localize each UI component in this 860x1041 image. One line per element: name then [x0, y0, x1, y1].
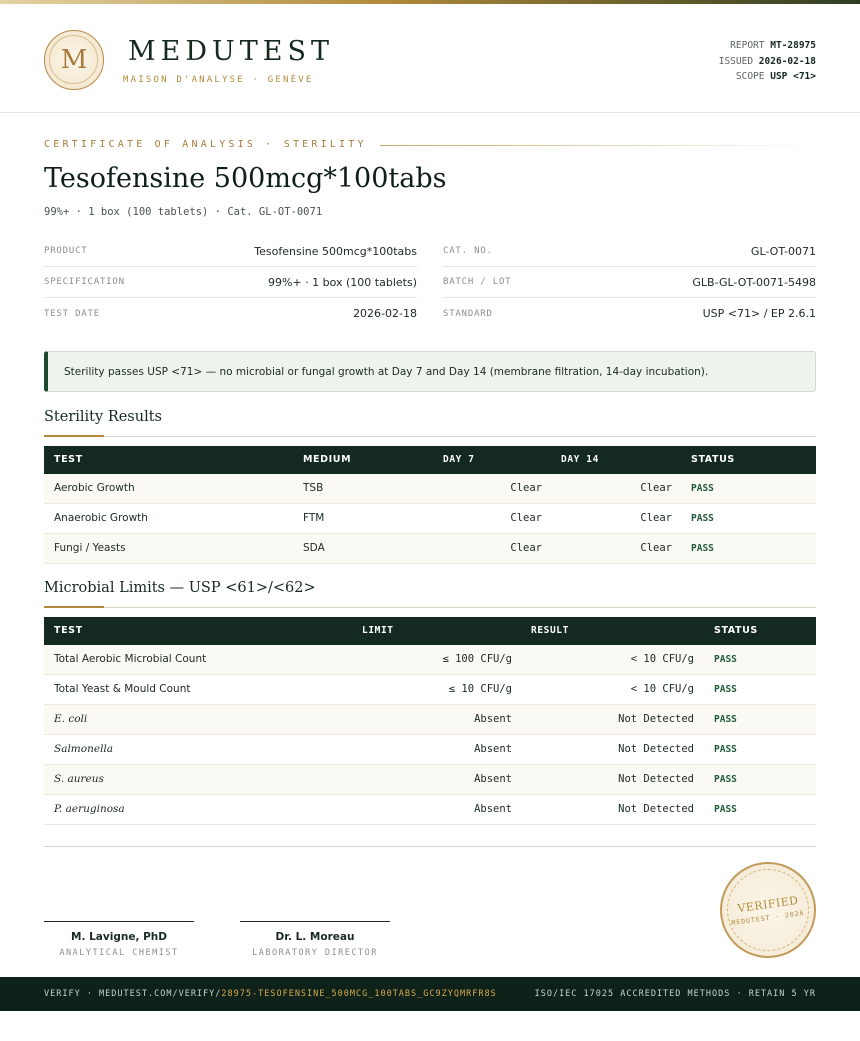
status-badge: PASS	[714, 744, 737, 755]
limit: Absent	[474, 803, 512, 815]
table-row	[44, 504, 816, 534]
table-body	[44, 645, 816, 825]
test-name: Total Yeast & Mould Count	[54, 683, 191, 695]
test-name: Fungi / Yeasts	[54, 542, 126, 554]
microbial-table	[44, 617, 816, 825]
microbial-section-title: Microbial Limits — USP <61>/<62>	[44, 580, 316, 596]
document-kicker: CERTIFICATE OF ANALYSIS · STERILITY	[44, 139, 367, 150]
verified-seal	[720, 862, 816, 958]
result: Not Detected	[618, 803, 694, 815]
column-header: RESULT	[531, 625, 569, 636]
info-value: Tesofensine 500mcg*100tabs	[254, 244, 417, 258]
table-row	[44, 645, 816, 675]
signature-analyst	[44, 921, 194, 958]
info-row-specification	[44, 267, 417, 298]
info-label: CAT. NO.	[443, 246, 493, 256]
signatory-name: Dr. L. Moreau	[275, 931, 355, 943]
status-badge: PASS	[691, 513, 714, 524]
report-number: MT-28975	[770, 40, 816, 51]
status-badge: PASS	[714, 774, 737, 785]
result: < 10 CFU/g	[630, 683, 694, 695]
info-left-column	[44, 236, 417, 329]
result: Not Detected	[618, 773, 694, 785]
column-header: TEST	[54, 625, 83, 636]
verify-prefix: VERIFY · MEDUTEST.COM/VERIFY/	[44, 989, 222, 999]
table-row	[44, 474, 816, 504]
result: Not Detected	[618, 713, 694, 725]
result: Not Detected	[618, 743, 694, 755]
info-label: SPECIFICATION	[44, 277, 125, 287]
column-header: LIMIT	[362, 625, 394, 636]
logo-letter: M	[60, 45, 88, 75]
logo	[44, 30, 104, 90]
brand-subtitle: MAISON D'ANALYSE · GENÈVE	[123, 75, 314, 85]
signature-director	[240, 921, 390, 958]
day14-result: Clear	[640, 542, 672, 554]
day7-result: Clear	[510, 512, 542, 524]
brand-name: MEDUTEST	[128, 36, 334, 67]
limit: Absent	[474, 743, 512, 755]
limit: ≤ 100 CFU/g	[442, 653, 512, 665]
table-row	[44, 735, 816, 765]
info-row-standard	[443, 298, 816, 329]
table-row	[44, 675, 816, 705]
sterility-table	[44, 446, 816, 564]
signatory-role: ANALYTICAL CHEMIST	[59, 948, 179, 958]
table-header	[44, 617, 816, 645]
info-value: GLB-GL-OT-0071-5498	[692, 275, 816, 289]
seal-subtext: MEDUTEST · 2026	[730, 908, 806, 928]
info-value: 99%+ · 1 box (100 tablets)	[267, 275, 417, 289]
test-name: Aerobic Growth	[54, 482, 135, 494]
limit: Absent	[474, 713, 512, 725]
medium: FTM	[303, 512, 325, 524]
test-name: S. aureus	[54, 773, 104, 785]
info-label: STANDARD	[443, 308, 493, 319]
medium: TSB	[303, 482, 324, 494]
table-row	[44, 765, 816, 795]
info-label: PRODUCT	[44, 246, 88, 256]
status-badge: PASS	[714, 654, 737, 665]
info-value: USP <71> / EP 2.6.1	[702, 307, 816, 320]
scope-label: SCOPE	[735, 71, 765, 82]
info-value: GL-OT-0071	[750, 244, 816, 258]
column-header: DAY 14	[561, 454, 599, 465]
info-label: TEST DATE	[44, 308, 100, 319]
column-header: MEDIUM	[303, 454, 352, 465]
day14-result: Clear	[640, 482, 672, 494]
status-badge: PASS	[691, 483, 714, 494]
test-name: E. coli	[54, 713, 88, 725]
limit: ≤ 10 CFU/g	[448, 683, 512, 695]
signatory-role: LABORATORY DIRECTOR	[252, 948, 378, 958]
scope-value: USP <71>	[770, 71, 816, 82]
test-name: Total Aerobic Microbial Count	[54, 653, 207, 665]
issued-label: ISSUED	[718, 55, 754, 67]
kicker-divider	[380, 145, 816, 146]
footer-divider	[44, 846, 816, 847]
day14-result: Clear	[640, 512, 672, 524]
test-name: Anaerobic Growth	[54, 512, 148, 524]
info-row-product	[44, 236, 417, 267]
day7-result: Clear	[510, 482, 542, 494]
status-badge: PASS	[714, 804, 737, 815]
status-badge: PASS	[714, 684, 737, 695]
status-badge: PASS	[714, 714, 737, 725]
info-row-batch	[443, 267, 816, 298]
seal-text: VERIFIED	[736, 893, 800, 916]
section-accent	[44, 606, 104, 608]
column-header: TEST	[54, 454, 83, 465]
info-row-cat-no	[443, 236, 816, 267]
table-row	[44, 534, 816, 564]
report-meta	[719, 38, 816, 85]
signatory-name: M. Lavigne, PhD	[71, 931, 167, 943]
accreditation-note: ISO/IEC 17025 ACCREDITED METHODS · RETAIN 5 YR	[534, 989, 816, 999]
column-header: DAY 7	[443, 454, 475, 465]
notice-text: Sterility passes USP <71> — no microbial or fungal growth at Day 7 and Day 14 (membrane filtration, 14-day incubation).	[64, 365, 709, 378]
header	[0, 4, 860, 113]
info-label: BATCH / LOT	[443, 277, 512, 287]
section-accent	[44, 435, 104, 437]
test-name: P. aeruginosa	[54, 803, 125, 815]
footer-bar	[0, 977, 860, 1011]
column-header: STATUS	[714, 625, 758, 636]
verify-link[interactable]	[44, 989, 497, 999]
sterility-notice	[44, 351, 816, 392]
table-header	[44, 446, 816, 474]
result: < 10 CFU/g	[630, 653, 694, 665]
report-label: REPORT	[730, 40, 765, 51]
table-row	[44, 705, 816, 735]
status-badge: PASS	[691, 543, 714, 554]
verify-code: 28975-TESOFENSINE_500MCG_100TABS_GC9ZYQMRFR8S	[221, 989, 497, 999]
section-divider	[44, 607, 816, 608]
medium: SDA	[303, 542, 325, 554]
limit: Absent	[474, 773, 512, 785]
info-value: 2026-02-18	[353, 307, 417, 320]
info-row-test-date	[44, 298, 417, 329]
page-title: Tesofensine 500mcg*100tabs	[44, 163, 447, 194]
issued-date: 2026-02-18	[758, 55, 816, 67]
section-divider	[44, 436, 816, 437]
table-body	[44, 474, 816, 564]
sterility-section-title: Sterility Results	[44, 409, 162, 425]
info-right-column	[443, 236, 816, 329]
day7-result: Clear	[510, 542, 542, 554]
page-subtitle: 99%+ · 1 box (100 tablets) · Cat. GL-OT-0071	[44, 206, 323, 218]
column-header: STATUS	[691, 454, 735, 465]
table-row	[44, 795, 816, 825]
test-name: Salmonella	[54, 743, 114, 755]
